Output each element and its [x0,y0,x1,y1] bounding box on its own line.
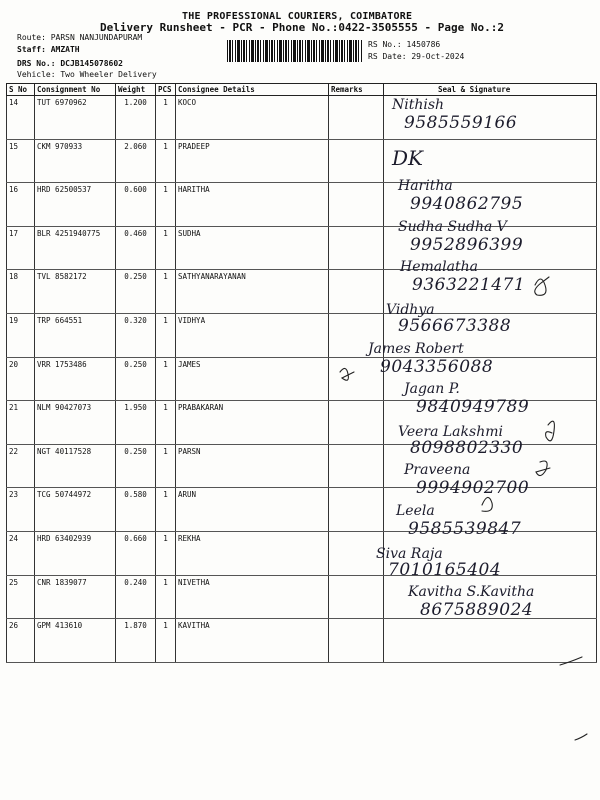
row-consignment-no: HRD 62500537 [35,183,116,227]
row-consignee: JAMES [176,357,329,401]
rs-number: RS No.: 1450786 [368,40,441,49]
row-pcs: 1 [156,444,176,488]
row-consignment-no: HRD 63402939 [35,531,116,575]
row-pcs: 1 [156,401,176,445]
signature-phone: 9940862795 [410,194,524,215]
row-sno: 14 [7,96,35,140]
rs-date: RS Date: 29-Oct-2024 [368,52,465,61]
row-consignment-no: GPM 413610 [35,619,116,663]
company-title: THE PROFESSIONAL COURIERS, COIMBATORE [182,11,413,22]
row-weight: 0.320 [116,313,156,357]
route-label: Route: PARSN NANJUNDAPURAM [17,33,143,42]
row-consignee: VIDHYA [176,313,329,357]
row-consignment-no: TCG 50744972 [35,488,116,532]
row-sno: 24 [7,531,35,575]
signature-phone: 9363221471 [412,275,526,296]
vehicle-label: Vehicle: Two Wheeler Delivery [17,70,157,79]
row-pcs: 1 [156,139,176,183]
row-pcs: 1 [156,531,176,575]
row-sno: 17 [7,226,35,270]
signature-name: Haritha [398,178,453,195]
signature-phone: 9585539847 [408,519,522,539]
signature-name: Hemalatha [400,259,478,276]
row-consignment-no: CKM 970933 [35,139,116,183]
signature-name: Veera Lakshmi [398,423,503,440]
row-consignee: NIVETHA [176,575,329,619]
row-consignment-no: CNR 1839077 [35,575,116,619]
col-weight: Weight [116,84,156,96]
row-pcs: 1 [156,575,176,619]
row-weight: 0.250 [116,270,156,314]
row-sno: 16 [7,183,35,227]
signature-phone: 9566673388 [398,316,512,336]
row-weight: 1.870 [116,619,156,663]
signature-phone: 9585559166 [404,113,518,133]
row-consignment-no: NGT 40117528 [35,444,116,488]
runsheet-subtitle: Delivery Runsheet - PCR - Phone No.:0422-3505555 - Page No.:2 [100,21,504,34]
signature-phone: 9840949789 [416,397,530,418]
col-consignment-no: Consignment No [35,84,116,96]
col-consignee: Consignee Details [176,84,329,96]
signature-name: Sudha Sudha V [398,218,507,235]
row-consignee: SUDHA [176,226,329,270]
signature-name: James Robert [368,340,464,357]
signature-phone: 8098802330 [410,437,524,458]
row-consignment-no: TUT 6970962 [35,96,116,140]
row-weight: 0.660 [116,531,156,575]
signature-name: Praveena [404,462,471,479]
signature-name: Leela [396,503,435,519]
row-sno: 21 [7,401,35,445]
row-sno: 26 [7,619,35,663]
row-sno: 20 [7,357,35,401]
row-consignee: REKHA [176,531,329,575]
signature-name: Siva Raja [376,545,443,562]
row-consignment-no: TRP 664551 [35,313,116,357]
row-weight: 2.060 [116,139,156,183]
row-sno: 19 [7,313,35,357]
row-weight: 0.250 [116,444,156,488]
row-consignee: KOCO [176,96,329,140]
row-sno: 23 [7,488,35,532]
signature-name: Vidhya [386,302,435,318]
row-consignee: HARITHA [176,183,329,227]
row-consignee: PRADEEP [176,139,329,183]
row-consignee: SATHYANARAYANAN [176,270,329,314]
row-pcs: 1 [156,619,176,663]
drs-number: DRS No.: DCJB145078602 [17,59,123,68]
col-signature: Seal & Signature [384,84,597,96]
row-sno: 15 [7,139,35,183]
row-sno: 25 [7,575,35,619]
row-pcs: 1 [156,488,176,532]
row-weight: 0.600 [116,183,156,227]
row-weight: 0.460 [116,226,156,270]
row-pcs: 1 [156,270,176,314]
col-sno: S No [7,84,35,96]
signature-name: Kavitha S.Kavitha [408,584,535,601]
row-weight: 0.250 [116,357,156,401]
row-sno: 22 [7,444,35,488]
row-weight: 0.240 [116,575,156,619]
row-consignee: ARUN [176,488,329,532]
row-weight: 1.950 [116,401,156,445]
row-sno: 18 [7,270,35,314]
col-remarks: Remarks [329,84,384,96]
row-weight: 1.200 [116,96,156,140]
row-consignment-no: NLM 90427073 [35,401,116,445]
signature-name: Nithish [392,97,445,113]
row-pcs: 1 [156,357,176,401]
row-pcs: 1 [156,226,176,270]
signature-name: Jagan P. [404,381,460,398]
staff-label: Staff: AMZATH [17,45,80,54]
signature-phone: 9994902700 [416,478,530,499]
row-pcs: 1 [156,96,176,140]
row-consignment-no: TVL 8582172 [35,270,116,314]
signature-name: DK [392,145,423,170]
row-consignment-no: BLR 4251940775 [35,226,116,270]
row-pcs: 1 [156,313,176,357]
signature-phone: 9043356088 [380,356,494,377]
signature-phone: 8675889024 [420,600,534,621]
row-pcs: 1 [156,183,176,227]
signature-phone: 9952896399 [410,234,524,255]
row-consignee: PARSN [176,444,329,488]
row-weight: 0.580 [116,488,156,532]
row-consignee: KAVITHA [176,619,329,663]
signature-phone: 7010165404 [388,559,502,580]
row-consignment-no: VRR 1753486 [35,357,116,401]
row-consignee: PRABAKARAN [176,401,329,445]
col-pcs: PCS [156,84,176,96]
